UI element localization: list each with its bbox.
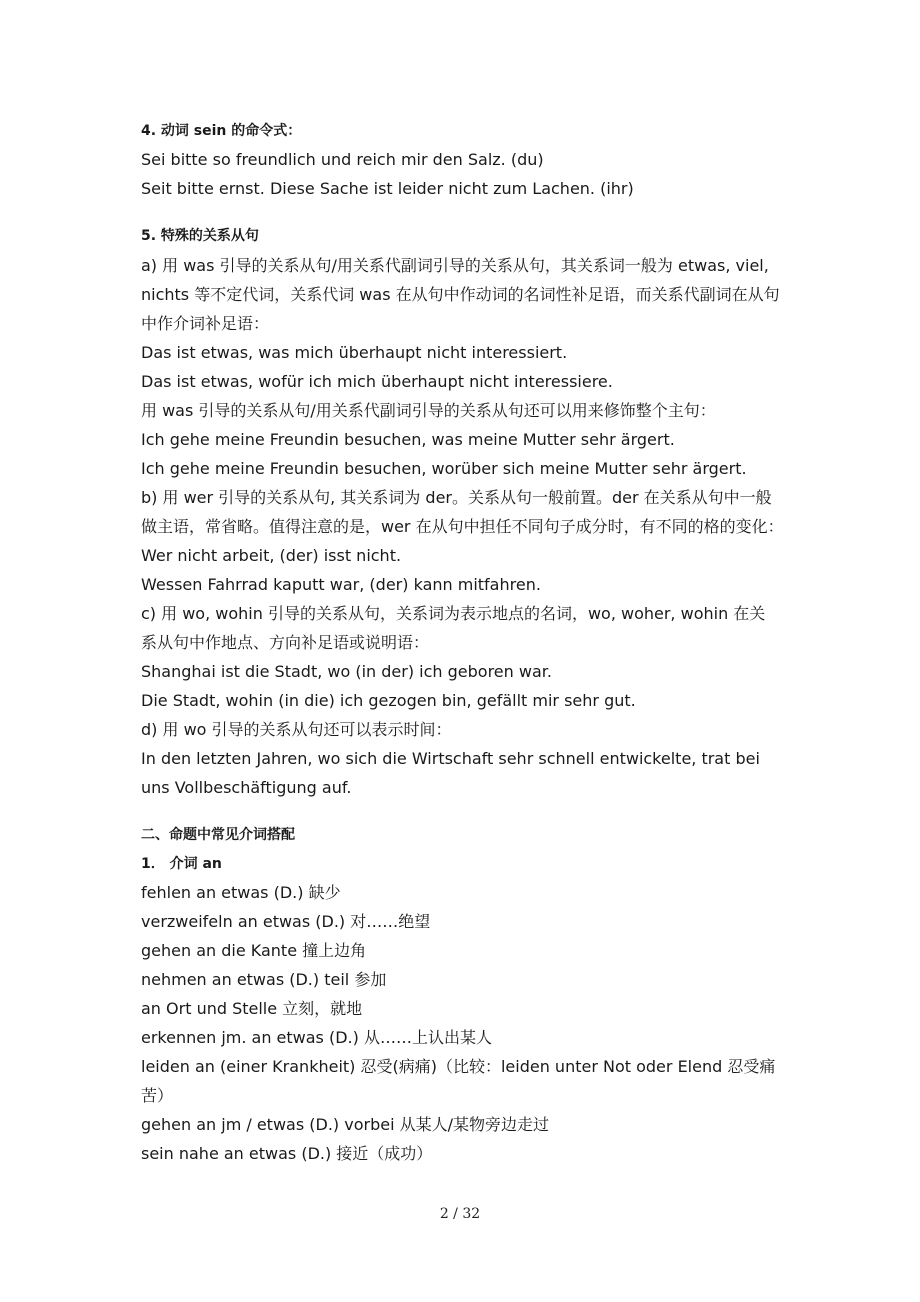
part-2-heading: 二、命题中常见介词搭配 xyxy=(141,827,295,843)
example-line: Wessen Fahrrad kaputt war, (der) kann mitfahren. xyxy=(141,575,541,594)
section-4-heading: 4. 动词 sein 的命令式： xyxy=(141,123,302,139)
phrase-item: an Ort und Stelle 立刻，就地 xyxy=(141,999,363,1018)
example-line: Sei bitte so freundlich und reich mir den Salz. (du) xyxy=(141,150,544,169)
rule-text: 做主语，常省略。值得注意的是，wer 在从句中担任不同句子成分时，有不同的格的变化： xyxy=(141,517,784,536)
rule-text: c) 用 wo, wohin 引导的关系从句，关系词为表示地点的名词，wo, woher, wohin 在关 xyxy=(141,604,766,623)
example-line: In den letzten Jahren, wo sich die Wirtschaft sehr schnell entwickelte, trat bei xyxy=(141,749,760,768)
section-5-heading: 5. 特殊的关系从句 xyxy=(141,228,259,244)
rule-text: b) 用 wer 引导的关系从句, 其关系词为 der。关系从句一般前置。der 在关系从句中一般 xyxy=(141,488,772,507)
phrase-item: nehmen an etwas (D.) teil 参加 xyxy=(141,970,387,989)
phrase-item: 苦） xyxy=(141,1086,174,1105)
phrase-item: fehlen an etwas (D.) 缺少 xyxy=(141,883,341,902)
example-line: Seit bitte ernst. Diese Sache ist leider nicht zum Lachen. (ihr) xyxy=(141,179,634,198)
example-line: uns Vollbeschäftigung auf. xyxy=(141,778,352,797)
page-number: 2 / 32 xyxy=(439,1206,481,1222)
phrase-item: gehen an die Kante 撞上边角 xyxy=(141,941,367,960)
phrase-item: sein nahe an etwas (D.) 接近（成功） xyxy=(141,1144,433,1163)
rule-text: 系从句中作地点、方向补足语或说明语： xyxy=(141,633,430,652)
rule-text: d) 用 wo 引导的关系从句还可以表示时间： xyxy=(141,720,452,739)
rule-text: a) 用 was 引导的关系从句/用关系代副词引导的关系从句，其关系词一般为 etwas, viel, xyxy=(141,256,769,275)
phrase-item: gehen an jm / etwas (D.) vorbei 从某人/某物旁边走过 xyxy=(141,1115,550,1134)
example-line: Das ist etwas, wofür ich mich überhaupt nicht interessiere. xyxy=(141,372,613,391)
phrase-item: erkennen jm. an etwas (D.) 从……上认出某人 xyxy=(141,1028,492,1047)
example-line: Das ist etwas, was mich überhaupt nicht interessiert. xyxy=(141,343,568,362)
example-line: Die Stadt, wohin (in die) ich gezogen bin, gefällt mir sehr gut. xyxy=(141,691,636,710)
example-line: Wer nicht arbeit, (der) isst nicht. xyxy=(141,546,402,565)
subsection-heading: 1． 介词 an xyxy=(141,856,222,872)
phrase-item: leiden an (einer Krankheit) 忍受(病痛)（比较：leiden unter Not oder Elend 忍受痛 xyxy=(141,1057,776,1076)
phrase-item: verzweifeln an etwas (D.) 对……绝望 xyxy=(141,912,431,931)
example-line: Ich gehe meine Freundin besuchen, was meine Mutter sehr ärgert. xyxy=(141,430,675,449)
rule-text: 中作介词补足语： xyxy=(141,314,270,333)
rule-text: nichts 等不定代词，关系代词 was 在从句中作动词的名词性补足语，而关系代副词在从句 xyxy=(141,285,780,304)
example-line: Ich gehe meine Freundin besuchen, worüber sich meine Mutter sehr ärgert. xyxy=(141,459,747,478)
rule-text: 用 was 引导的关系从句/用关系代副词引导的关系从句还可以用来修饰整个主句： xyxy=(141,401,716,420)
example-line: Shanghai ist die Stadt, wo (in der) ich geboren war. xyxy=(141,662,552,681)
